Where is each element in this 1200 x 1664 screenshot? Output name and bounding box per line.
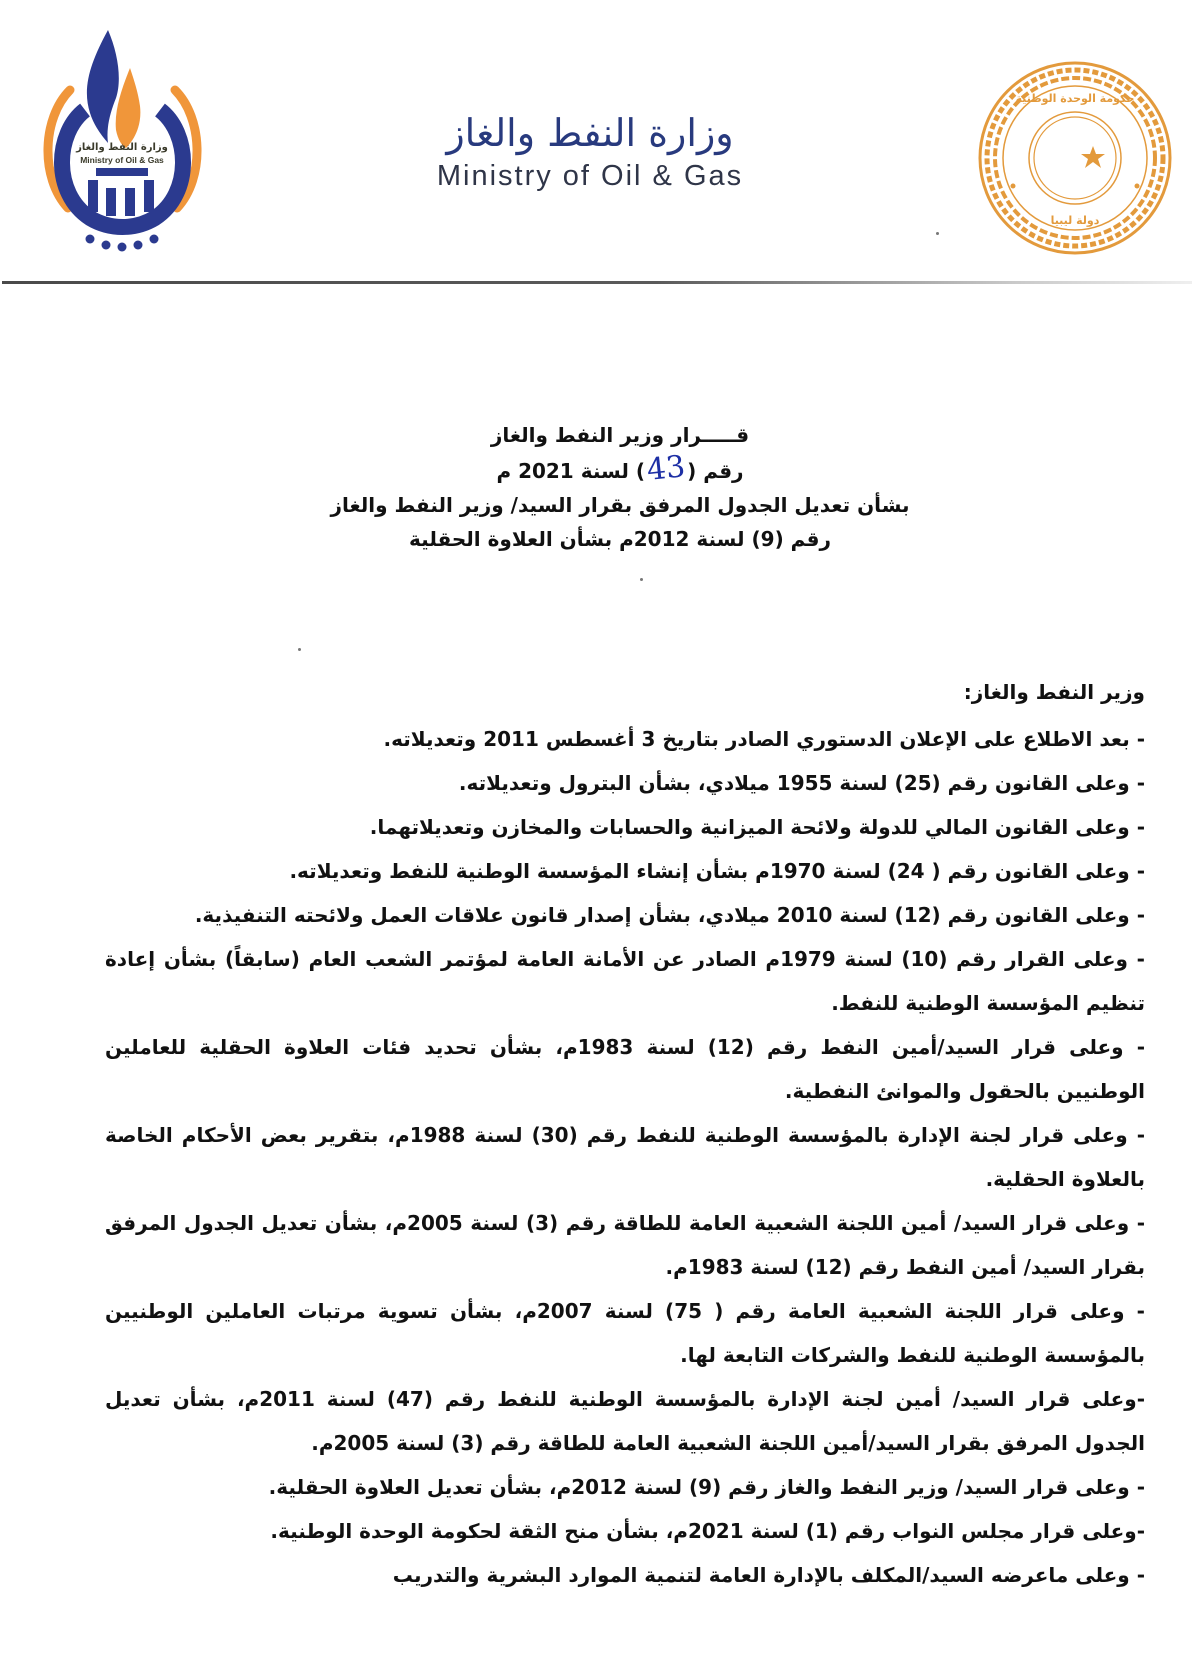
letterhead-title xyxy=(380,108,800,194)
decision-number-suffix: ) لسنة 2021 م xyxy=(496,459,645,483)
decision-title: قـــــرار وزير النفط والغاز xyxy=(490,423,750,447)
emblem-inscription-top: حكومة الوحدة الوطنية xyxy=(1015,92,1135,105)
clause-decision-47-2011: -وعلى قرار السيد/ أمين لجنة الإدارة بالمؤسسة الوطنية للنفط رقم (47) لسنة 2011م، بشأن تعديل الجدول المرفق بقرار السيد/أمين اللجنة الشعبية العامة للطاقة رقم (3) لسنة 2005م. xyxy=(105,1387,1145,1455)
header-divider xyxy=(2,281,1192,284)
ministry-name-english: Ministry of Oil & Gas xyxy=(436,160,744,192)
decision-subject-line-2: رقم (9) لسنة 2012م بشأن العلاوة الحقلية xyxy=(409,527,831,551)
decision-number-line xyxy=(300,449,940,488)
decision-body xyxy=(105,675,1145,1597)
emblem-inscription-bottom: دولة ليبيا xyxy=(1050,214,1100,227)
svg-text:وزارة النفط والغاز: وزارة النفط والغاز xyxy=(76,142,168,153)
flame-logo-icon xyxy=(48,30,197,252)
clause-decision-12-1983: - وعلى قرار السيد/أمين النفط رقم (12) لسنة 1983م، بشأن تحديد فئات العلاوة الحقلية للعاملين الوطنيين بالحقول والموانئ النفطية. xyxy=(105,1035,1145,1103)
decision-heading xyxy=(300,418,940,556)
clause-decision-30-1988: - وعلى قرار لجنة الإدارة بالمؤسسة الوطنية للنفط رقم (30) لسنة 1988م، بتقرير بعض الأحكام الخاصة بالعلاوة الحقلية. xyxy=(105,1123,1145,1191)
ministry-name-arabic: وزارة النفط والغاز xyxy=(446,111,734,155)
decision-number-handwritten: 43 xyxy=(645,449,687,488)
clause-decision-75-2007: - وعلى قرار اللجنة الشعبية العامة رقم ( 75) لسنة 2007م، بشأن تسوية مرتبات العاملين الوطنيين بالمؤسسة الوطنية للنفط والشركات التابعة لها. xyxy=(105,1299,1145,1367)
clause-law-25-1955: - وعلى القانون رقم (25) لسنة 1955 ميلادي، بشأن البترول وتعديلاته. xyxy=(458,771,1145,795)
scan-speck xyxy=(640,578,643,581)
clause-decision-3-2005: - وعلى قرار السيد/ أمين اللجنة الشعبية العامة للطاقة رقم (3) لسنة 2005م، بشأن تعديل الجدول المرفق بقرار السيد/ أمين النفط رقم (12) لسنة 1983م. xyxy=(105,1211,1145,1279)
state-emblem xyxy=(975,58,1175,258)
clause-financial-law: - وعلى القانون المالي للدولة ولائحة الميزانية والحسابات والمخازن وتعديلاتهما. xyxy=(369,815,1145,839)
clause-decision-1-2021: -وعلى قرار مجلس النواب رقم (1) لسنة 2021م، بشأن منح الثقة لحكومة الوحدة الوطنية. xyxy=(270,1519,1145,1543)
ministry-logo xyxy=(30,18,215,258)
scan-speck xyxy=(936,232,939,235)
decision-subject-line-1: بشأن تعديل الجدول المرفق بقرار السيد/ وزير النفط والغاز xyxy=(330,493,910,517)
clause-hr-proposal: - وعلى ماعرضه السيد/المكلف بالإدارة العامة لتنمية الموارد البشرية والتدريب xyxy=(392,1563,1145,1587)
preamble: وزير النفط والغاز: xyxy=(963,680,1145,704)
decision-number-prefix: رقم ( xyxy=(687,459,744,483)
clause-decision-9-2012: - وعلى قرار السيد/ وزير النفط والغاز رقم (9) لسنة 2012م، بشأن تعديل العلاوة الحقلية. xyxy=(268,1475,1145,1499)
clause-law-12-2010: - وعلى القانون رقم (12) لسنة 2010 ميلادي، بشأن إصدار قانون علاقات العمل ولائحته التنفيذية. xyxy=(194,903,1145,927)
svg-text:Ministry of Oil & Gas: Ministry of Oil & Gas xyxy=(80,155,164,165)
clause-decision-10-1979: - وعلى القرار رقم (10) لسنة 1979م الصادر عن الأمانة العامة لمؤتمر الشعب العام (سابقاً) بشأن إعادة تنظيم المؤسسة الوطنية للنفط. xyxy=(105,947,1145,1015)
clause-constitutional-declaration: - بعد الاطلاع على الإعلان الدستوري الصادر بتاريخ 3 أغسطس 2011 وتعديلاته. xyxy=(383,727,1145,751)
scan-speck xyxy=(298,648,301,651)
clause-law-24-1970: - وعلى القانون رقم ( 24) لسنة 1970م بشأن إنشاء المؤسسة الوطنية للنفط وتعديلاته. xyxy=(289,859,1145,883)
